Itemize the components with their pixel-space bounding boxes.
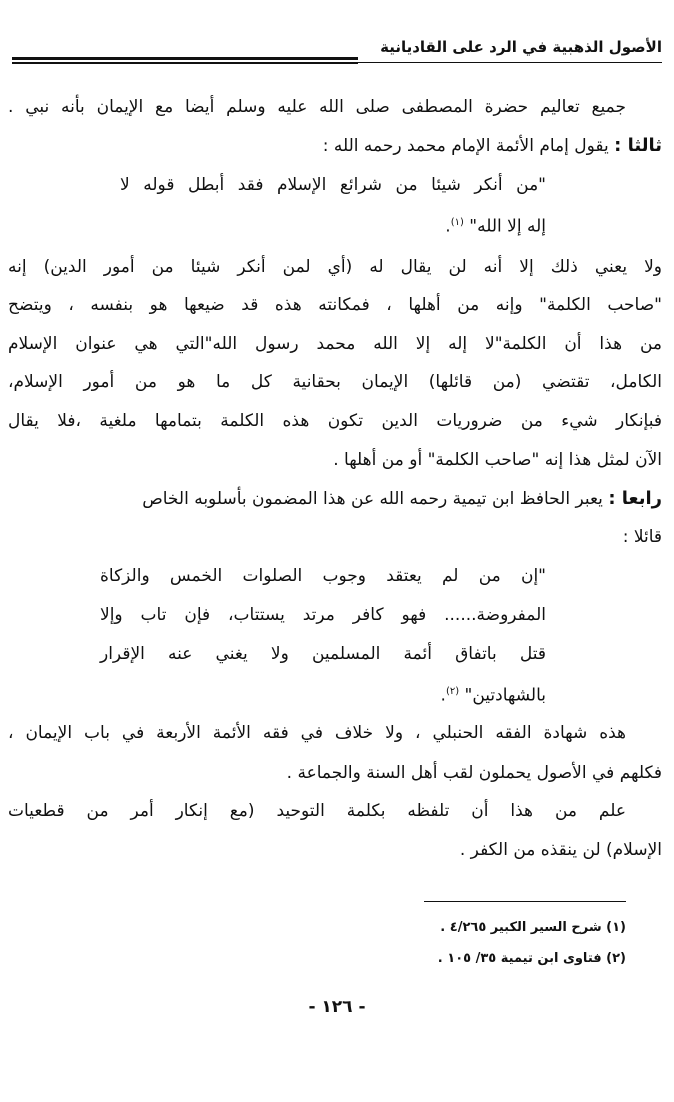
quote-line: قتل باتفاق أئمة المسلمين ولا يغني عنه الإقرار bbox=[100, 644, 546, 664]
quote-line bbox=[8, 212, 546, 238]
quote-line: "من أنكر شيئا من شرائع الإسلام فقد أبطل قوله لا bbox=[120, 175, 546, 195]
body-line: قائلا : bbox=[622, 527, 662, 547]
body-line: الآن لمثل هذا إنه "صاحب الكلمة" أو من أهلها . bbox=[333, 450, 662, 470]
body-line: جميع تعاليم حضرة المصطفى صلى الله عليه وسلم أيضا مع الإيمان بأنه نبي . bbox=[8, 97, 626, 117]
body-line: ولا يعني ذلك إلا أنه لن يقال له (أي لمن أنكر شيئا من أمور الدين) إنه bbox=[8, 257, 662, 277]
body-line bbox=[8, 488, 662, 510]
body-text: يقول إمام الأئمة الإمام محمد رحمه الله : bbox=[322, 136, 615, 156]
body-line: فبإنكار شيء من ضروريات الدين تكون هذه الكلمة بتمامها ملغية ،فلا يقال bbox=[8, 411, 662, 431]
body-line: علم من هذا أن تلفظه بكلمة التوحيد (مع إنكار أمر من قطعيات bbox=[8, 801, 626, 821]
footnote-2: (٢) فتاوى ابن تيمية ٣٥/ ١٠٥ . bbox=[437, 951, 626, 966]
header-rule-full bbox=[12, 62, 662, 63]
quote-line: المفروضة...... فهو كافر مرتد يستتاب، فإن تاب وإلا bbox=[100, 605, 546, 625]
quote-text: إله إلا الله" bbox=[463, 216, 546, 237]
header-rule-thin bbox=[12, 63, 358, 64]
header-rule-thick bbox=[12, 57, 358, 60]
section-lead: ثالثا : bbox=[614, 135, 662, 156]
page-number: - ١٢٦ - bbox=[308, 997, 366, 1017]
footnote-rule bbox=[424, 901, 626, 902]
body-line: الإسلام) لن ينقذه من الكفر . bbox=[459, 840, 662, 860]
body-text: يعبر الحافظ ابن تيمية رحمه الله عن هذا المضمون بأسلوبه الخاص bbox=[142, 489, 609, 509]
punct: . bbox=[440, 685, 446, 706]
body-line: هذه شهادة الفقه الحنبلي ، ولا خلاف في فقه الأئمة الأربعة في باب الإيمان ، bbox=[8, 723, 626, 743]
body-line: الكامل، تقتضي (من قائلها) الإيمان بحقانية كل ما هو من أمور الإسلام، bbox=[8, 372, 662, 392]
punct: . bbox=[445, 216, 451, 237]
body-line: "صاحب الكلمة" وإنه من أهلها ، فمكانته هذه قد ضيعها هو بنفسه ، ويتضح bbox=[8, 295, 662, 315]
quote-text: بالشهادتين" bbox=[459, 685, 546, 706]
body-line: فكلهم في الأصول يحملون لقب أهل السنة والجماعة . bbox=[286, 763, 662, 783]
body-line: من هذا أن الكلمة"لا إله إلا الله محمد رسول الله"التي هي عنوان الإسلام bbox=[8, 334, 662, 354]
running-title: الأصول الذهبية في الرد على القاديانية bbox=[380, 38, 662, 56]
section-lead: رابعا : bbox=[608, 488, 662, 509]
footnote-ref: (٢) bbox=[445, 686, 460, 697]
quote-line: "إن من لم يعتقد وجوب الصلوات الخمس والزكاة bbox=[100, 566, 546, 586]
footnote-1: (١) شرح السير الكبير ٤/٢٦٥ . bbox=[440, 920, 626, 935]
body-line bbox=[8, 135, 662, 157]
quote-line bbox=[8, 681, 546, 707]
footnote-ref: (١) bbox=[450, 217, 464, 228]
